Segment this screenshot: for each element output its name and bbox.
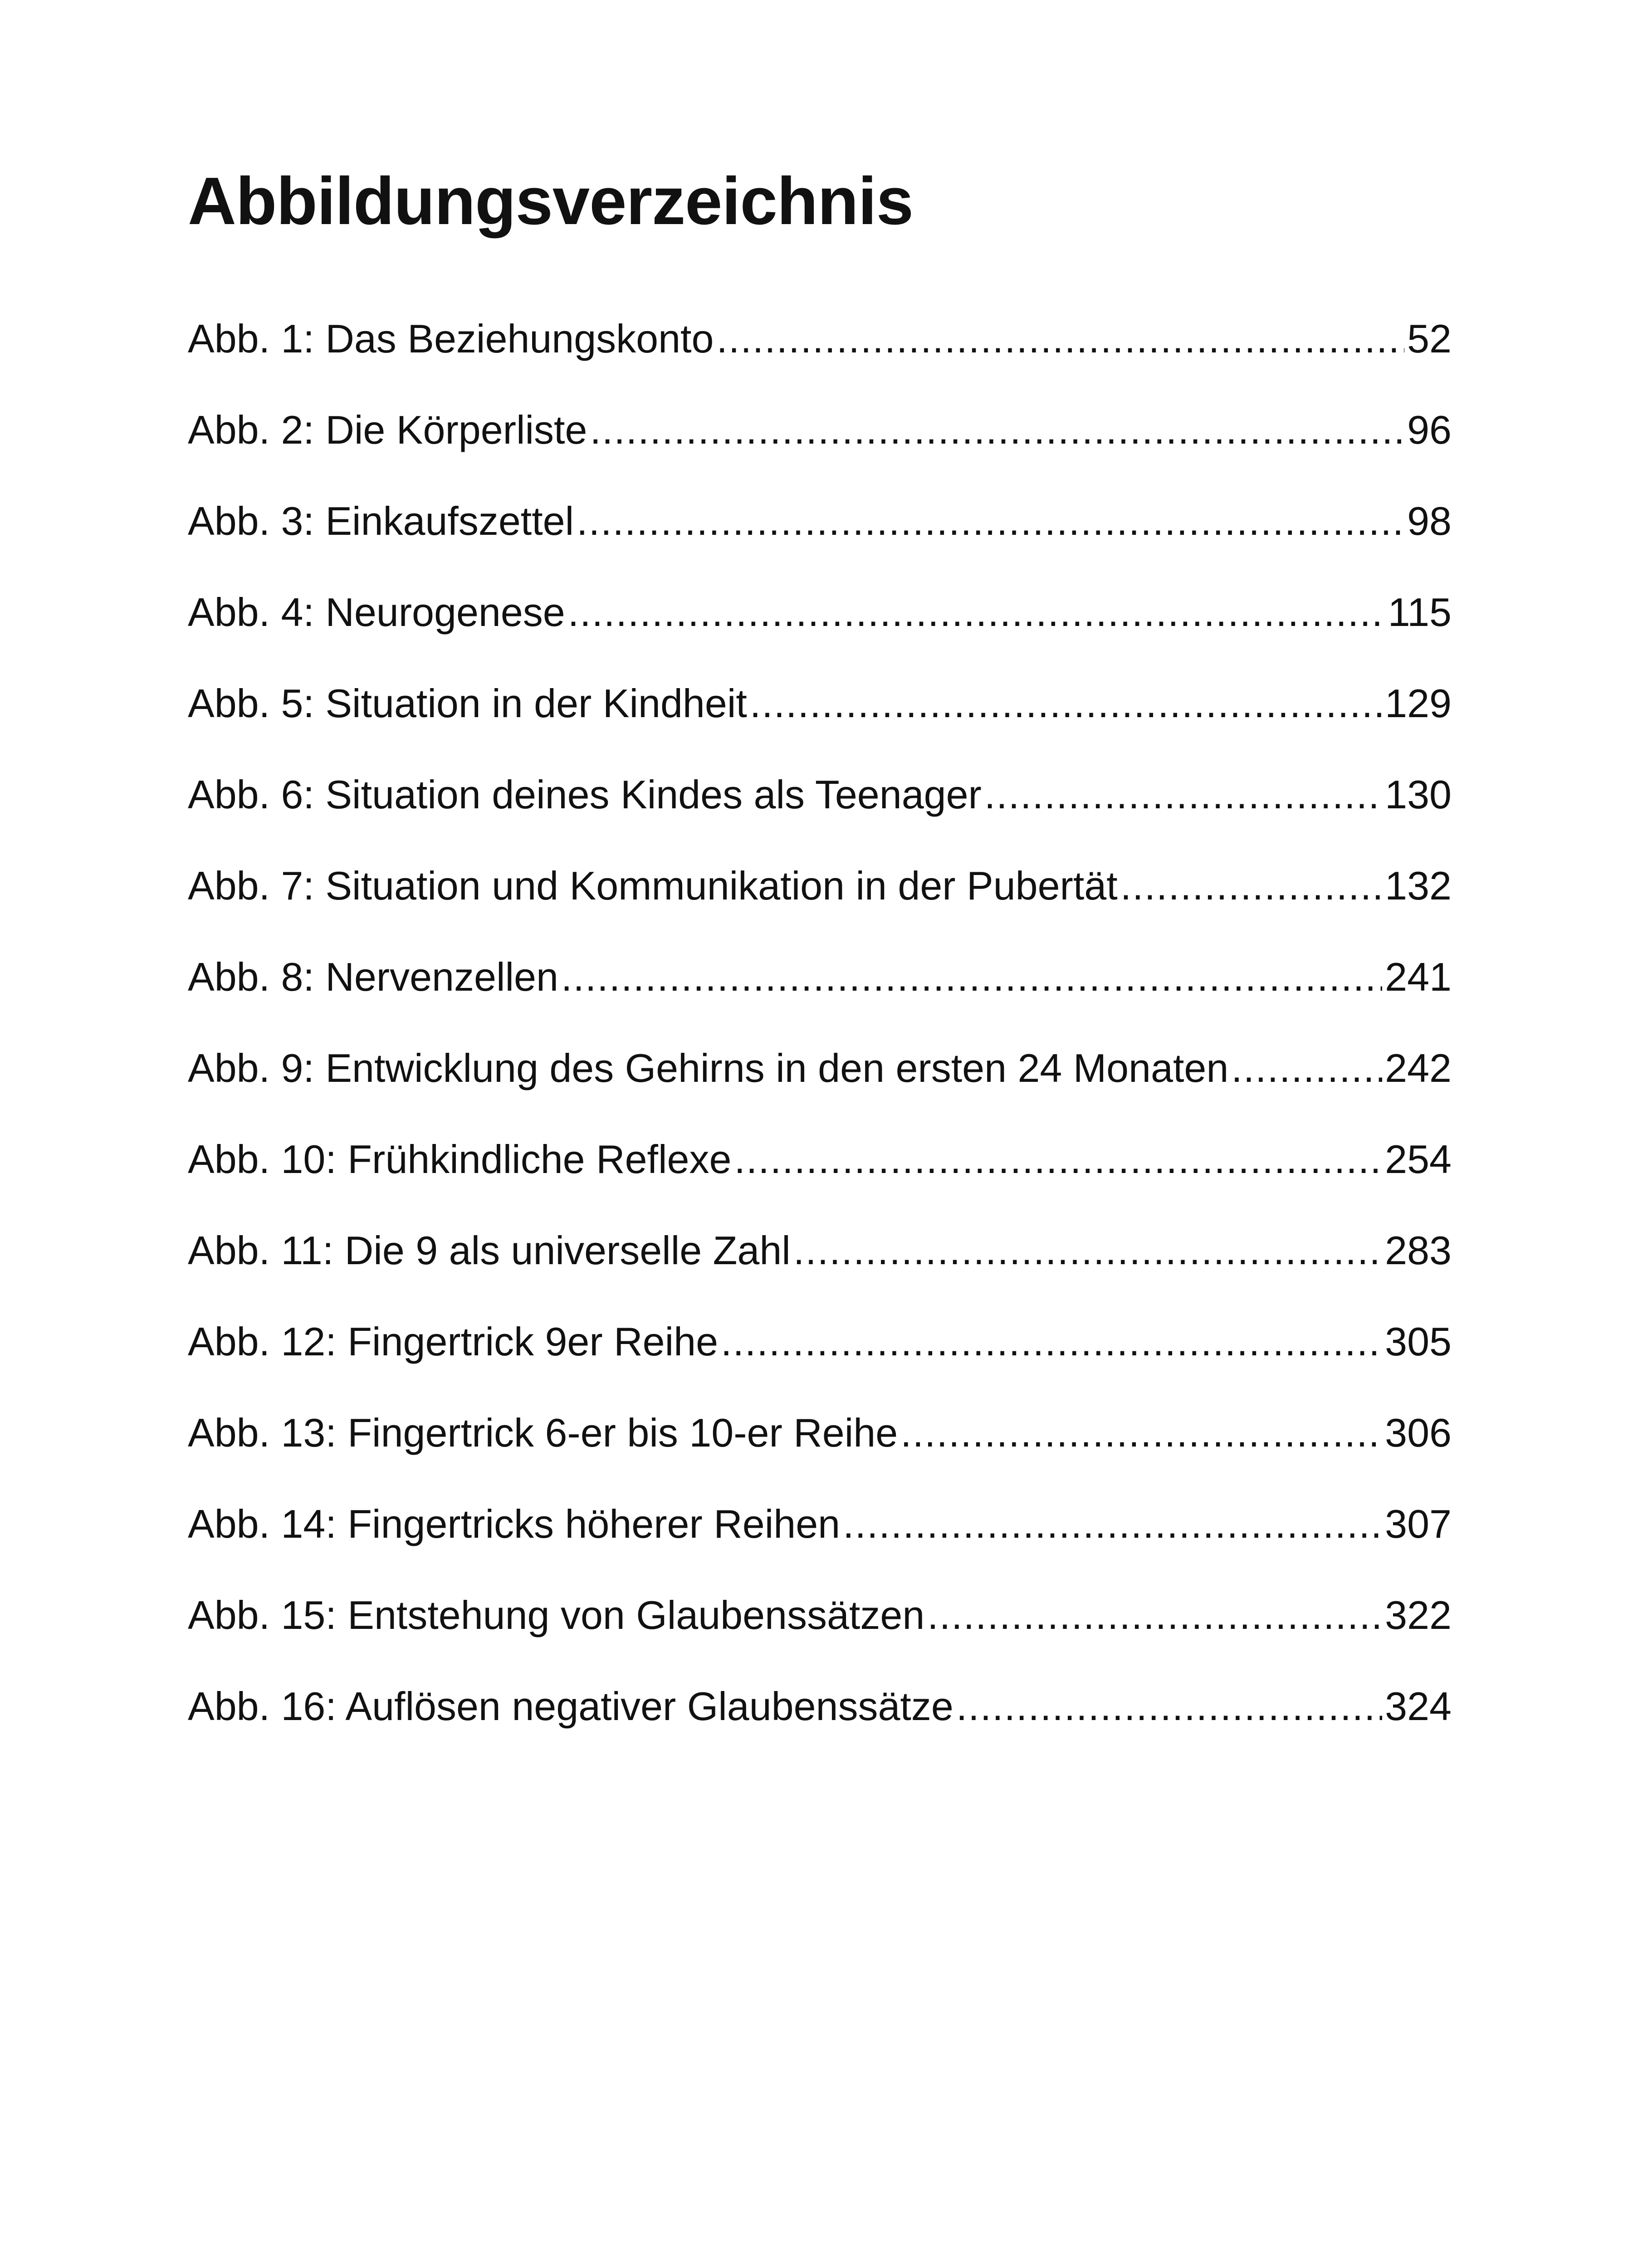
figure-entry-label: Abb. 16: Auflösen negativer Glaubenssätze bbox=[188, 1684, 953, 1729]
figure-list bbox=[188, 316, 1452, 1774]
figure-entry bbox=[188, 1136, 1452, 1227]
figure-entry-page: 254 bbox=[1385, 1137, 1452, 1182]
figure-entry-label: Abb. 1: Das Beziehungskonto bbox=[188, 316, 714, 361]
dot-leader bbox=[561, 954, 1382, 1000]
figure-entry-label: Abb. 15: Entstehung von Glaubenssätzen bbox=[188, 1593, 925, 1637]
figure-entry-label: Abb. 8: Nervenzellen bbox=[188, 954, 558, 999]
figure-entry-page: 242 bbox=[1385, 1046, 1452, 1090]
figure-entry bbox=[188, 1410, 1452, 1501]
figure-entry-label: Abb. 14: Fingertricks höherer Reihen bbox=[188, 1501, 841, 1546]
figure-entry-page: 307 bbox=[1385, 1501, 1452, 1546]
figure-entry-page: 132 bbox=[1385, 863, 1452, 908]
figure-entry-page: 306 bbox=[1385, 1410, 1452, 1455]
figure-entry-page: 96 bbox=[1407, 407, 1452, 452]
figure-entry-page: 322 bbox=[1385, 1593, 1452, 1637]
figure-entry bbox=[188, 1683, 1452, 1774]
figure-entry-page: 115 bbox=[1388, 590, 1452, 635]
figure-entry-label: Abb. 2: Die Körperliste bbox=[188, 407, 587, 452]
figure-entry-label: Abb. 5: Situation in der Kindheit bbox=[188, 681, 747, 726]
figure-entry-page: 324 bbox=[1385, 1684, 1452, 1729]
figure-entry bbox=[188, 1045, 1452, 1136]
figure-entry bbox=[188, 1227, 1452, 1319]
figure-entry-page: 241 bbox=[1385, 954, 1452, 999]
figure-entry bbox=[188, 407, 1452, 498]
dot-leader bbox=[793, 1227, 1382, 1273]
dot-leader bbox=[927, 1592, 1382, 1638]
figure-entry bbox=[188, 1319, 1452, 1410]
figure-entry bbox=[188, 863, 1452, 954]
dot-leader bbox=[1231, 1045, 1382, 1091]
dot-leader bbox=[1120, 863, 1382, 909]
dot-leader bbox=[984, 772, 1382, 817]
figure-entry-label: Abb. 10: Frühkindliche Reflexe bbox=[188, 1137, 732, 1182]
figure-entry-label: Abb. 3: Einkaufszettel bbox=[188, 499, 574, 543]
figure-entry-label: Abb. 9: Entwicklung des Gehirns in den ersten 24 Monaten bbox=[188, 1046, 1229, 1090]
figure-entry bbox=[188, 1501, 1452, 1592]
figure-entry-page: 129 bbox=[1385, 681, 1452, 726]
figure-entry-page: 98 bbox=[1407, 499, 1452, 543]
dot-leader bbox=[577, 498, 1404, 544]
dot-leader bbox=[568, 589, 1385, 635]
page-title: Abbildungsverzeichnis bbox=[188, 164, 914, 239]
figure-entry-label: Abb. 13: Fingertrick 6-er bis 10-er Reihe bbox=[188, 1410, 898, 1455]
dot-leader bbox=[900, 1410, 1382, 1456]
figure-entry-page: 283 bbox=[1385, 1228, 1452, 1273]
figure-entry bbox=[188, 316, 1452, 407]
figure-entry-label: Abb. 7: Situation und Kommunikation in der Pubertät bbox=[188, 863, 1118, 908]
figure-entry-page: 130 bbox=[1385, 772, 1452, 817]
dot-leader bbox=[734, 1136, 1382, 1182]
figure-entry bbox=[188, 1592, 1452, 1683]
figure-entry bbox=[188, 954, 1452, 1045]
figure-entry bbox=[188, 772, 1452, 863]
dot-leader bbox=[956, 1683, 1382, 1729]
figure-entry-label: Abb. 12: Fingertrick 9er Reihe bbox=[188, 1319, 719, 1364]
figure-entry bbox=[188, 498, 1452, 589]
dot-leader bbox=[843, 1501, 1382, 1547]
dot-leader bbox=[716, 316, 1404, 362]
figure-entry-page: 52 bbox=[1407, 316, 1452, 361]
figure-entry-label: Abb. 4: Neurogenese bbox=[188, 590, 565, 635]
dot-leader bbox=[721, 1319, 1382, 1364]
figure-entry-page: 305 bbox=[1385, 1319, 1452, 1364]
figure-entry bbox=[188, 589, 1452, 680]
figure-entry-label: Abb. 6: Situation deines Kindes als Teenager bbox=[188, 772, 982, 817]
dot-leader bbox=[750, 680, 1382, 726]
figure-entry-label: Abb. 11: Die 9 als universelle Zahl bbox=[188, 1228, 791, 1273]
dot-leader bbox=[590, 407, 1404, 453]
figure-entry bbox=[188, 680, 1452, 772]
